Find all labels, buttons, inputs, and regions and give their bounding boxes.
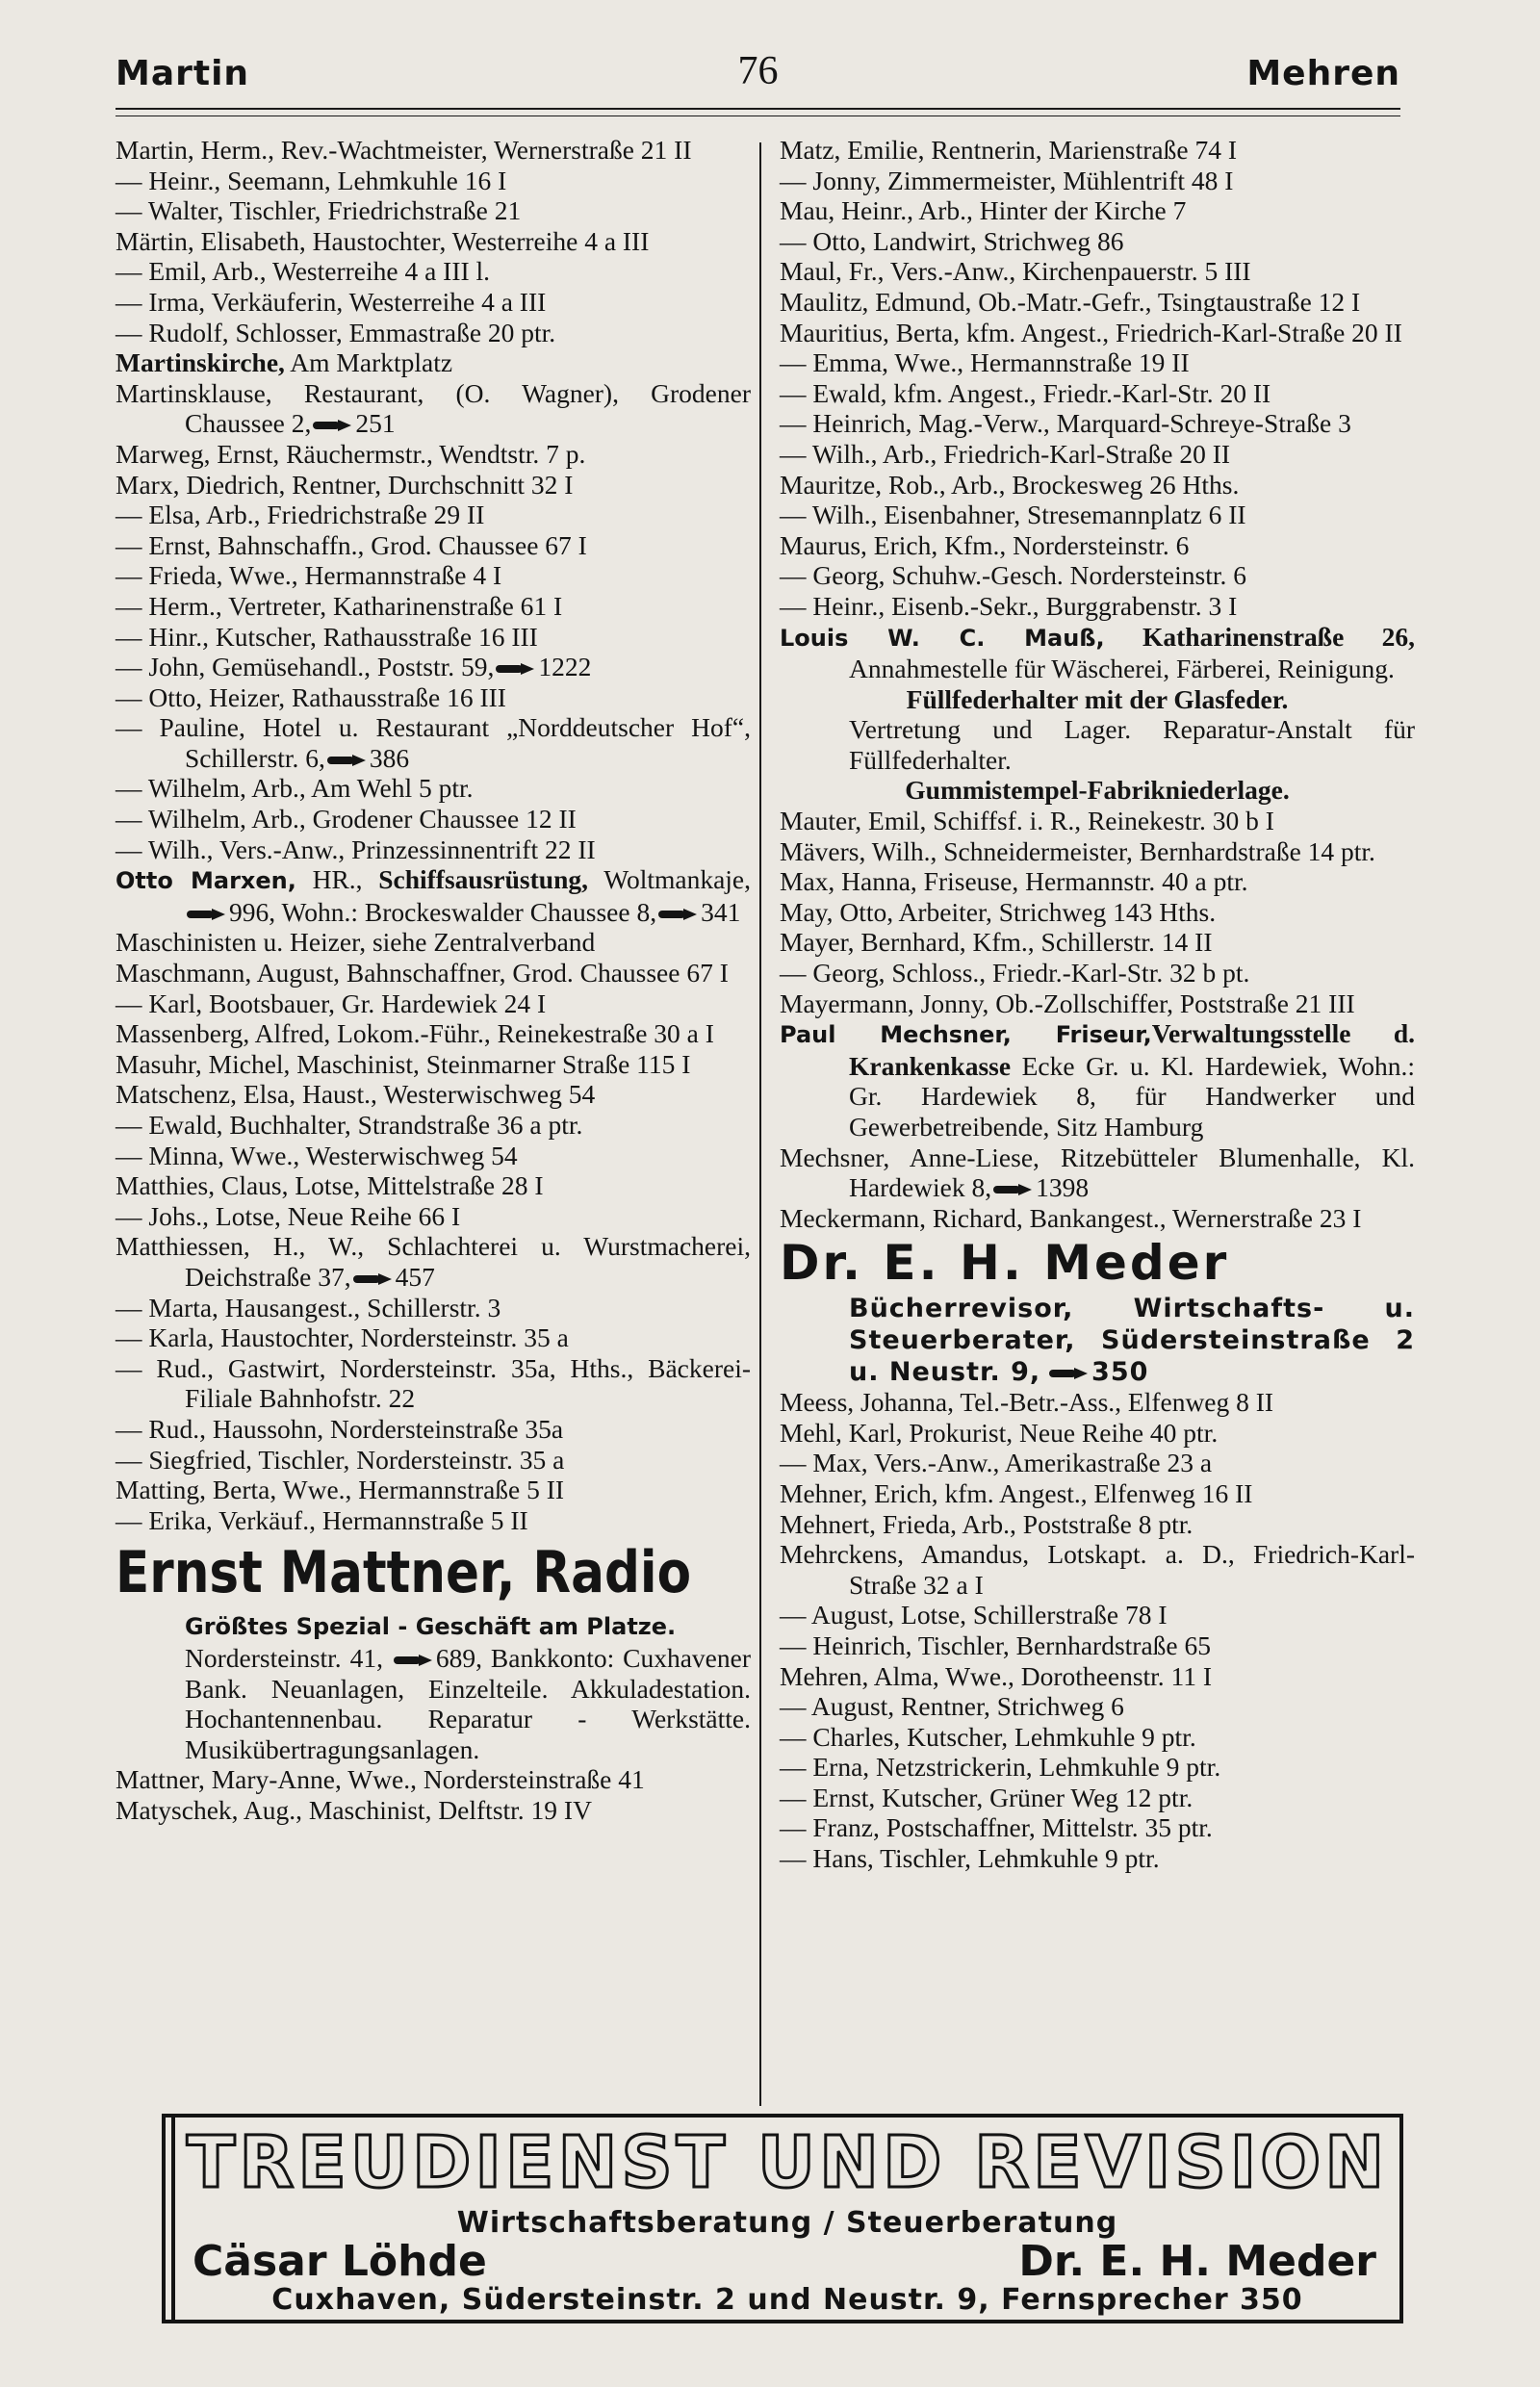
telephone-icon	[313, 420, 351, 430]
directory-entry: — Wilh., Eisenbahner, Stresemannplatz 6 II	[780, 500, 1246, 530]
directory-entry: Marx, Diedrich, Rentner, Durchschnitt 32 I	[116, 469, 574, 500]
meder-advertisement	[780, 1233, 1415, 1387]
banner-name-right: Dr. E. H. Meder	[1018, 2237, 1376, 2286]
directory-entry: — Erna, Netzstrickerin, Lehmkuhle 9 ptr.	[780, 1752, 1221, 1783]
page-number: 76	[737, 49, 779, 93]
banner-subtitle: Wirtschaftsberatung / Steuerberatung	[456, 2206, 1118, 2240]
directory-entry: May, Otto, Arbeiter, Strichweg 143 Hths.	[780, 896, 1217, 927]
directory-entry: — Charles, Kutscher, Lehmkuhle 9 ptr.	[780, 1721, 1196, 1752]
directory-entry: Mehrckens, Amandus, Lotskapt. a. D., Friedrich-Karl-Straße 32 a I	[780, 1539, 1415, 1600]
directory-entry: Vertretung und Lager. Reparatur-Anstalt für Füllfederhalter.	[849, 714, 1415, 775]
directory-entry: — Ernst, Bahnschaffn., Grod. Chaussee 67 I	[116, 529, 587, 560]
directory-entry: Matthies, Claus, Lotse, Mittelstraße 28 I	[116, 1170, 544, 1201]
entry-highlight: Louis W. C. Mauß,	[780, 624, 1105, 652]
directory-entry: — Emil, Arb., Westerreihe 4 a III l.	[116, 256, 491, 287]
telephone-icon	[327, 755, 366, 765]
phone-number: 341	[701, 896, 741, 927]
directory-entry: Gummistempel-Fabrikniederlage.	[905, 775, 1290, 806]
directory-entry: — Hans, Tischler, Lehmkuhle 9 ptr.	[780, 1843, 1160, 1874]
telephone-icon	[496, 663, 534, 674]
directory-entry: — Pauline, Hotel u. Restaurant „Norddeutscher Hof“, Schillerstr. 6, 386	[116, 712, 751, 773]
phone-number: 386	[369, 742, 410, 773]
telephone-icon	[187, 909, 225, 919]
directory-entry: — Jonny, Zimmermeister, Mühlentrift 48 I	[780, 165, 1234, 195]
telephone-icon	[394, 1655, 432, 1665]
directory-entry: — Ewald, Buchhalter, Strandstraße 36 a ptr.	[116, 1110, 583, 1140]
directory-entry: Füllfederhalter mit der Glasfeder.	[906, 683, 1289, 714]
directory-entry: — John, Gemüsehandl., Poststr. 59, 1222	[116, 652, 592, 682]
left-entries	[116, 135, 751, 1535]
mattner-advertisement	[116, 1535, 751, 1764]
telephone-icon	[1049, 1368, 1088, 1378]
phone-number: 1398	[1036, 1172, 1090, 1203]
directory-entry: Maul, Fr., Vers.-Anw., Kirchenpauerstr. 5 III	[780, 256, 1251, 287]
directory-entry: Paul Mechsner, Friseur,Verwaltungsstelle d. Krankenkasse Ecke Gr. u. Kl. Hardewiek, Wohn.: Gr. Hardewiek 8, für Handwerker und Gewerbetreibende, Sitz Hamburg	[780, 1018, 1416, 1142]
directory-entry: — Georg, Schloss., Friedr.-Karl-Str. 32 b pt.	[780, 958, 1250, 988]
directory-entry: — Rudolf, Schlosser, Emmastraße 20 ptr.	[116, 317, 556, 347]
directory-entry: Mehner, Erich, kfm. Angest., Elfenweg 16 II	[780, 1477, 1253, 1508]
directory-entry: Matting, Berta, Wwe., Hermannstraße 5 II	[116, 1475, 565, 1505]
directory-entry: Marweg, Ernst, Räuchermstr., Wendtstr. 7 p.	[116, 438, 586, 469]
directory-entry: — Max, Vers.-Anw., Amerikastraße 23 a	[780, 1448, 1213, 1478]
directory-entry: — Wilhelm, Arb., Grodener Chaussee 12 II	[116, 804, 577, 834]
directory-entry: — Walter, Tischler, Friedrichstraße 21	[116, 195, 522, 226]
phone-number: 457	[395, 1261, 435, 1292]
directory-entry: — Siegfried, Tischler, Nordersteinstr. 35 a	[116, 1444, 565, 1475]
directory-entry: Martinsklause, Restaurant, (O. Wagner), Grodener Chaussee 2, 251	[116, 377, 751, 439]
directory-entry: Mayer, Bernhard, Kfm., Schillerstr. 14 II	[780, 927, 1213, 958]
directory-entry: Meess, Johanna, Tel.-Betr.-Ass., Elfenweg 8 II	[780, 1387, 1274, 1418]
directory-entry: Maschinisten u. Heizer, siehe Zentralverband	[116, 927, 596, 958]
mattner-tagline: Größtes Spezial - Geschäft am Platze.	[185, 1613, 677, 1641]
telephone-icon	[353, 1273, 392, 1284]
header-last-entry: Mehren	[1246, 54, 1400, 93]
directory-entry: — Ewald, kfm. Angest., Friedr.-Karl-Str. 20 II	[780, 377, 1271, 408]
page-header	[116, 46, 1400, 104]
telephone-icon	[658, 909, 697, 919]
entry-highlight: Otto Marxen,	[116, 867, 296, 895]
directory-entry: — Hinr., Kutscher, Rathausstraße 16 III	[116, 621, 538, 652]
directory-entry: Mehl, Karl, Prokurist, Neue Reihe 40 ptr.	[780, 1417, 1219, 1448]
banner-names	[185, 2237, 1380, 2286]
directory-entry: — Heinrich, Mag.-Verw., Marquard-Schreye-Straße 3	[780, 408, 1351, 439]
directory-entry: Masuhr, Michel, Maschinist, Steinmarner Straße 115 I	[116, 1048, 691, 1079]
directory-entry: Mauritze, Rob., Arb., Brockesweg 26 Hths.	[780, 469, 1240, 500]
directory-entry: — Emma, Wwe., Hermannstraße 19 II	[780, 347, 1190, 378]
entry-highlight: Martinskirche,	[116, 347, 285, 378]
directory-entry: — Rud., Haussohn, Nordersteinstraße 35a	[116, 1413, 564, 1444]
meder-ad-title: Dr. E. H. Meder	[780, 1235, 1230, 1292]
directory-entry: — Erika, Verkäuf., Hermannstraße 5 II	[116, 1504, 528, 1535]
directory-entry: Maulitz, Edmund, Ob.-Matr.-Gefr., Tsingtaustraße 12 I	[780, 286, 1361, 317]
directory-entry: — Ernst, Kutscher, Grüner Weg 12 ptr.	[780, 1782, 1194, 1812]
directory-entry: — Wilhelm, Arb., Am Wehl 5 ptr.	[116, 773, 474, 804]
directory-entry: — Karl, Bootsbauer, Gr. Hardewiek 24 I	[116, 988, 547, 1018]
directory-entry: Maschmann, August, Bahnschaffner, Grod. Chaussee 67 I	[116, 958, 729, 988]
directory-entry: Martin, Herm., Rev.-Wachtmeister, Wernerstraße 21 II	[116, 135, 692, 165]
right-entries	[780, 135, 1415, 1233]
directory-entry: Mayermann, Jonny, Ob.-Zollschiffer, Poststraße 21 III	[780, 988, 1355, 1018]
phone-number: 996,	[229, 896, 276, 927]
directory-entry: Louis W. C. Mauß, Katharinenstraße 26, Annahmestelle für Wäscherei, Färberei, Reinigung.	[780, 621, 1415, 684]
directory-entry: Mau, Heinr., Arb., Hinter der Kirche 7	[780, 195, 1187, 226]
directory-entry: Mattner, Mary-Anne, Wwe., Nordersteinstraße 41	[116, 1764, 645, 1795]
meder-phone: 350	[1091, 1356, 1149, 1387]
directory-entry: Mauritius, Berta, kfm. Angest., Friedrich-Karl-Straße 20 II	[780, 317, 1402, 347]
directory-entry: Massenberg, Alfred, Lokom.-Führ., Reinekestraße 30 a I	[116, 1018, 714, 1049]
banner-title: TREUDIENST UND REVISION	[186, 2121, 1389, 2204]
directory-entry: Matz, Emilie, Rentnerin, Marienstraße 74 I	[780, 135, 1237, 165]
directory-entry: Mehnert, Frieda, Arb., Poststraße 8 ptr.	[780, 1508, 1194, 1539]
directory-entry: — Wilh., Vers.-Anw., Prinzessinnentrift 22 II	[116, 834, 596, 864]
directory-entry: Max, Hanna, Friseuse, Hermannstr. 40 a ptr.	[780, 866, 1248, 897]
directory-entry: — Franz, Postschaffner, Mittelstr. 35 ptr.	[780, 1812, 1213, 1843]
directory-entry: — Johs., Lotse, Neue Reihe 66 I	[116, 1200, 461, 1231]
directory-entry: — Heinr., Seemann, Lehmkuhle 16 I	[116, 165, 507, 195]
directory-entry: — Karla, Haustochter, Nordersteinstr. 35 a	[116, 1322, 569, 1353]
left-entries-end	[116, 1764, 751, 1825]
directory-entry: Matyschek, Aug., Maschinist, Delftstr. 19 IV	[116, 1794, 592, 1825]
directory-entry: — Otto, Landwirt, Strichweg 86	[780, 225, 1124, 256]
left-column	[116, 135, 751, 1825]
directory-entry: — Elsa, Arb., Friedrichstraße 29 II	[116, 500, 485, 530]
right-column	[780, 135, 1415, 1874]
phone-number: 1222	[538, 652, 592, 682]
directory-entry: — Rud., Gastwirt, Nordersteinstr. 35a, Hths., Bäckerei-Filiale Bahnhofstr. 22	[116, 1352, 751, 1414]
mattner-phone: 689,	[435, 1642, 482, 1673]
directory-entry: Mehren, Alma, Wwe., Dorotheenstr. 11 I	[780, 1660, 1213, 1691]
banner-name-left: Cäsar Löhde	[192, 2237, 487, 2286]
column-divider	[759, 142, 761, 2106]
directory-entry: Otto Marxen, HR., Schiffsausrüstung, Woltmankaje,996, Wohn.: Brockeswalder Chaussee 8, 341	[116, 864, 751, 927]
directory-entry: Matthiessen, H., W., Schlachterei u. Wurstmacherei, Deichstraße 37, 457	[116, 1231, 751, 1292]
directory-entry: Mechsner, Anne-Liese, Ritzebütteler Blumenhalle, Kl. Hardewiek 8, 1398	[780, 1142, 1415, 1203]
directory-entry: — Marta, Hausangest., Schillerstr. 3	[116, 1292, 501, 1322]
mattner-ad-title: Ernst Mattner, Radio	[116, 1539, 692, 1607]
entry-highlight: Paul Mechsner, Friseur,	[780, 1021, 1152, 1049]
treudienst-banner-ad	[162, 2114, 1403, 2323]
directory-entry: Martinskirche, Am Marktplatz	[116, 347, 453, 378]
header-rule	[116, 108, 1400, 110]
right-entries-end	[780, 1387, 1415, 1874]
directory-entry: Meckermann, Richard, Bankangest., Wernerstraße 23 I	[780, 1202, 1362, 1233]
directory-entry: — Georg, Schuhw.-Gesch. Nordersteinstr. 6	[780, 560, 1246, 591]
directory-entry: — Heinr., Eisenb.-Sekr., Burggrabenstr. 3 I	[780, 590, 1238, 621]
mattner-ad-body: Nordersteinstr. 41, 689, Bankkonto: Cuxhavener Bank. Neuanlagen, Einzelteile. Akkuladestation. Hochantennenbau. Reparatur - Werkstätte. Musikübertragungsanlagen.	[185, 1642, 752, 1764]
directory-entry: — Wilh., Arb., Friedrich-Karl-Straße 20 II	[780, 438, 1231, 469]
telephone-icon	[993, 1184, 1032, 1194]
directory-entry: — Minna, Wwe., Westerwischweg 54	[116, 1140, 518, 1170]
directory-entry: Matschenz, Elsa, Haust., Westerwischweg 54	[116, 1079, 596, 1110]
directory-entry: — Frieda, Wwe., Hermannstraße 4 I	[116, 560, 502, 591]
directory-entry: Märtin, Elisabeth, Haustochter, Westerreihe 4 a III	[116, 225, 650, 256]
directory-entry: Mävers, Wilh., Schneidermeister, Bernhardstraße 14 ptr.	[780, 835, 1375, 866]
meder-ad-body: Bücherrevisor, Wirtschafts- u. Steuerberater, Südersteinstraße 2 u. Neustr. 9, 350	[849, 1294, 1415, 1387]
banner-address: Cuxhaven, Südersteinstr. 2 und Neustr. 9, Fernsprecher 350	[271, 2283, 1303, 2317]
directory-entry: — Otto, Heizer, Rathausstraße 16 III	[116, 681, 506, 712]
phone-number: 251	[355, 408, 396, 439]
header-first-entry: Martin	[116, 54, 250, 93]
directory-entry: — August, Rentner, Strichweg 6	[780, 1691, 1124, 1722]
directory-entry: — Heinrich, Tischler, Bernhardstraße 65	[780, 1630, 1211, 1660]
directory-entry: — Irma, Verkäuferin, Westerreihe 4 a III	[116, 286, 547, 317]
directory-entry: — Herm., Vertreter, Katharinenstraße 61 I	[116, 590, 563, 621]
directory-entry: Mauter, Emil, Schiffsf. i. R., Reinekestr. 30 b I	[780, 806, 1274, 836]
directory-entry: Maurus, Erich, Kfm., Nordersteinstr. 6	[780, 529, 1190, 560]
directory-entry: — August, Lotse, Schillerstraße 78 I	[780, 1600, 1168, 1630]
